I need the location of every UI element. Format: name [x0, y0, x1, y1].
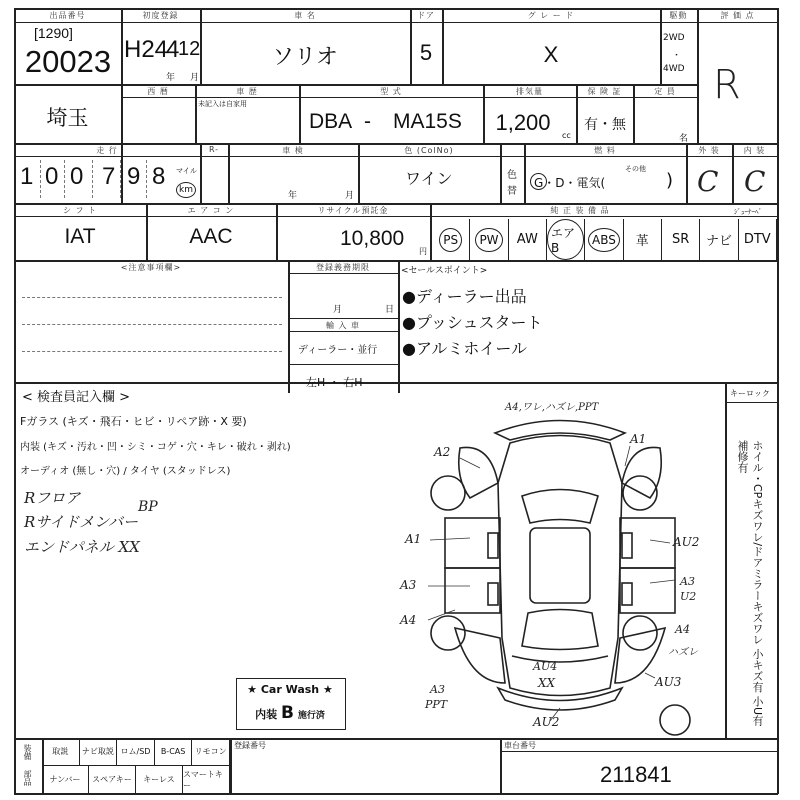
inspect-label: 保 険 証 [587, 87, 622, 96]
model-label: 型 式 [380, 87, 402, 96]
equip-cell [739, 219, 777, 260]
equip-item: AW [516, 232, 538, 247]
mileage-sep-4 [120, 160, 122, 198]
recycle-label: リサイクル預託金 [317, 206, 389, 215]
west-label: 西 暦 [147, 87, 169, 96]
fuel-label: 燃 料 [594, 146, 616, 155]
dmg-au2-rear: AU2 [533, 715, 560, 729]
footer-cell-label: ナンバー [49, 775, 81, 784]
spare-wheel [660, 705, 690, 735]
region: 埼玉 [46, 107, 89, 130]
dmg-au2: AU2 [673, 535, 700, 549]
ac-label: エ ア コ ン [187, 206, 235, 215]
door-label: ドア [417, 11, 435, 20]
v-side [725, 382, 727, 738]
dmg-a1-left: A1 [405, 532, 422, 546]
equip-cell [432, 219, 470, 260]
ac: AAC [189, 225, 233, 248]
carwash-title: ★ Car Wash ★ [247, 683, 333, 696]
exterior-label: 外 装 [698, 146, 720, 155]
sales-point-1: ●ディーラー出品 [402, 287, 527, 306]
reg-day-unit: 日 [385, 305, 395, 315]
h-notes-d [288, 364, 398, 365]
km-circle: km [176, 182, 196, 198]
mileage-digit-3: 0 [70, 163, 84, 190]
dmg-a3-left: A3 [400, 578, 417, 592]
side-vertical-text: ホイル・CPキズワレ/ドアミラーキズワレ 小キズ有 小U有 補修有 [736, 440, 764, 727]
leader-au3 [645, 673, 655, 678]
tailgate [512, 656, 608, 662]
month-unit: 月 [190, 73, 200, 83]
mileage-digit-2: 0 [45, 163, 59, 190]
rear-bumper [498, 688, 622, 710]
car-name-label: 車 名 [294, 11, 316, 20]
footer-cell [80, 738, 118, 765]
steering-value: 左H ・ 右H [306, 376, 363, 389]
chassis-label: 車 歴 [236, 87, 258, 96]
left-mirror [488, 533, 498, 558]
chassis-note: 未記入は自家用 [198, 100, 247, 108]
color-label: 色 (ColNo) [404, 146, 454, 155]
mileage-sep-3 [92, 160, 94, 198]
doors: 5 [419, 40, 433, 65]
exterior-grade: C [697, 165, 719, 198]
v-foot-c [500, 738, 502, 794]
footer-cell [155, 738, 193, 765]
cleaning-line [236, 703, 344, 723]
footer-cell [89, 766, 136, 793]
fuel-close: ) [666, 170, 674, 191]
h-notes-b [288, 318, 398, 319]
leader-au2 [650, 540, 670, 543]
footer-cell [117, 738, 155, 765]
model-prefix: DBA [309, 110, 353, 133]
lot-no-label: 出品番号 [49, 11, 86, 20]
leader-a3-right [650, 580, 675, 583]
equip-item: DTV [743, 232, 771, 247]
lot-bracket: [1290] [34, 25, 73, 41]
inspector-line-3: オーディオ (無し・穴) / タイヤ (スタッドレス) [20, 466, 231, 477]
equip-cell [700, 219, 738, 260]
footer-cell-label: ナビ取説 [81, 747, 114, 756]
shift: IAT [64, 225, 96, 248]
hand-note-2: Rサイドメンバー [24, 513, 139, 531]
dmg-front: A4,ワレ,ハズレ,PPT [505, 402, 599, 413]
import-value: ディーラー・並行 [298, 345, 378, 356]
h-notes-c [288, 331, 398, 332]
footer-cell [42, 738, 80, 765]
drive-dot: ・ [672, 51, 682, 61]
tuner-label: ｼﾞｭｰﾅｰﾍﾞ [734, 208, 762, 216]
interior-grade: C [744, 165, 766, 198]
equip-item: SR [671, 232, 690, 247]
h-row2-sub [121, 97, 697, 98]
mileage-sep-1 [40, 160, 42, 198]
h-notes-a [288, 273, 398, 274]
caution-line-2 [22, 324, 282, 325]
footer-cell-label: ロム/SD [120, 747, 151, 756]
displacement-label: 排気量 [516, 87, 543, 96]
footer-top-row [42, 738, 230, 765]
equip-cell [585, 219, 623, 260]
footer-cell [192, 738, 230, 765]
equip-item: PW [475, 228, 502, 252]
color-change-1: 色 [507, 170, 517, 181]
equipment-row [432, 219, 777, 260]
caution-label: <注意事項欄> [120, 263, 182, 272]
footer-cell [183, 766, 230, 793]
mileage-sep-5 [146, 160, 148, 198]
reg-month: 12 [178, 38, 201, 60]
equip-cell [662, 219, 700, 260]
border-right [777, 8, 779, 794]
fuel-value: G・D・電気( [534, 176, 606, 190]
eval-label: 評 価 点 [720, 11, 755, 20]
footer-cell-label: キーレス [143, 775, 175, 784]
reg-month-unit: 月 [333, 305, 343, 315]
dmg-a3-right: A3 [680, 575, 695, 588]
reg-label: 登録義務期限 [316, 263, 370, 272]
border-bottom [14, 793, 778, 795]
right-front-door [620, 518, 675, 568]
import-label: 輸 入 車 [325, 321, 361, 330]
footer-cell-label: 取説 [52, 747, 69, 756]
equip-item: エアB [547, 219, 584, 260]
inspection-label: 車 検 [282, 146, 304, 155]
mileage-digit-5: 9 [127, 163, 141, 190]
h-row4-sub [14, 216, 778, 217]
interior-label: 内 装 [743, 146, 766, 155]
footer-cell-label: B-CAS [160, 747, 186, 756]
dmg-a4-right: A4 [675, 623, 690, 636]
v-row3-d [500, 143, 502, 203]
person-unit: 名 [679, 134, 689, 144]
insp-year-unit: 年 [288, 191, 298, 201]
drive-2wd: 2WD [663, 33, 685, 43]
roof [530, 528, 590, 603]
equip-cell [470, 219, 508, 260]
capacity-label: 定 員 [654, 87, 676, 96]
inspect-value: 有・無 [584, 117, 626, 133]
year-unit: 年 [166, 73, 176, 83]
notes-bottom [14, 382, 778, 384]
front-bumper [495, 421, 625, 441]
fuel-other: その他 [625, 165, 646, 173]
cc-unit: cc [562, 131, 571, 140]
equip-item: 革 [635, 234, 649, 249]
displacement: 1,200 [495, 110, 551, 135]
right-handle [622, 583, 632, 605]
dmg-a4-left: A4 [400, 613, 417, 627]
drive-label: 駆動 [669, 11, 688, 20]
left-rear-door [445, 568, 500, 613]
h-row3-sub [14, 156, 778, 157]
sales-point-3: ●アルミホイール [402, 339, 528, 358]
h-side [725, 402, 778, 403]
v-notes-b [398, 260, 400, 393]
leader-a2 [460, 458, 480, 468]
left-handle [488, 583, 498, 605]
equip-item: ABS [588, 228, 620, 252]
inspector-title: < 検査員記入欄 > [22, 390, 131, 405]
sales-point-2: ●プッシュスタート [402, 313, 543, 332]
footer-parts-label: 部品 [23, 770, 32, 786]
color-value: ワイン [405, 169, 453, 188]
footer-equip-label: 装備 [23, 744, 32, 760]
reg-era: H24 [124, 36, 169, 63]
caution-line-3 [22, 351, 282, 352]
eval-score: R [713, 62, 741, 108]
equip-item: ナビ [705, 234, 732, 249]
dmg-a3-rear: A3 [430, 683, 445, 696]
insp-month-unit: 月 [345, 191, 355, 201]
cleaning-prefix: 内装 [255, 708, 278, 721]
cleaning-suffix: 施行済 [297, 711, 325, 721]
dmg-ppt-rear: PPT [425, 698, 448, 711]
wheel-rear-left [431, 616, 465, 650]
mileage-digit-6: 8 [152, 163, 166, 190]
right-rear-door [620, 568, 675, 613]
mileage-label: 走 行 [96, 146, 118, 155]
footer-bottom-row [42, 766, 230, 793]
inspector-line-2: 内装 (キズ・汚れ・凹・シミ・コゲ・穴・キレ・破れ・剥れ) [20, 442, 291, 453]
recheck-label: R- [208, 145, 220, 154]
dmg-au4: AU4 [533, 660, 558, 673]
dmg-au3: AU3 [655, 675, 682, 689]
h-foot-b [500, 751, 777, 752]
first-reg-label: 初度登録 [142, 11, 179, 20]
h-row1-sub [14, 22, 697, 23]
equip-cell [624, 219, 662, 260]
windshield [522, 490, 598, 524]
left-rear-fender [455, 628, 505, 683]
model-dash: - [364, 110, 371, 133]
mileage-digit-4: 7 [102, 163, 116, 190]
color-change-2: 替 [507, 186, 517, 197]
car-no: 211841 [600, 762, 672, 787]
lot-number: 20023 [24, 44, 112, 79]
caution-line-1 [22, 297, 282, 298]
shift-label: シ フ ト [62, 206, 98, 215]
keylock-label: キーロック [730, 389, 770, 398]
cleaning-grade: B [281, 703, 294, 723]
h-row1-eval [697, 22, 778, 23]
equip-cell [509, 219, 547, 260]
dmg-hazure-right: ハズレ [668, 647, 698, 658]
unit-km [176, 177, 196, 198]
yen-unit: 円 [419, 247, 427, 256]
car-name: ソリオ [272, 44, 338, 69]
rear-glass [522, 610, 598, 650]
grade: X [543, 42, 559, 67]
drive-4wd: 4WD [663, 64, 685, 74]
car-no-label: 車台番号 [504, 741, 536, 750]
grade-label: グ レ ー ド [527, 11, 575, 20]
equip-cell [547, 219, 585, 260]
footer-cell-label: スマートキー [183, 769, 223, 790]
footer-cell [136, 766, 183, 793]
mileage-sep-2 [64, 160, 66, 198]
hand-note-3: エンドパネル XX [24, 538, 140, 556]
inspector-line-1: Fガラス (キズ・飛石・ヒビ・リペア跡・X 要) [20, 415, 247, 428]
equip-label: 純 正 装 備 品 [550, 206, 610, 215]
hand-note-2b: BP [138, 499, 158, 515]
left-front-door [445, 518, 500, 568]
v-foot-b [230, 738, 232, 794]
recycle-amount: 10,800 [340, 227, 405, 250]
footer-cell-label: スペアキー [92, 775, 132, 784]
wheel-front-left [431, 476, 465, 510]
dmg-a1-top: A1 [630, 432, 647, 446]
model: MA15S [393, 110, 462, 133]
right-mirror [622, 533, 632, 558]
unit-mile: マイル [176, 167, 197, 175]
dmg-u2-right: U2 [680, 590, 697, 603]
leader-a4-left [428, 610, 455, 620]
leader-a1-left [430, 538, 470, 540]
footer-cell-label: リモコン [194, 747, 227, 756]
sales-label: <セールスポイント> [401, 266, 488, 276]
hand-note-1: Rフロア [24, 489, 81, 507]
reg-no-label: 登録番号 [234, 741, 266, 750]
equip-item: PS [439, 228, 462, 252]
reg-year: 4 [166, 36, 180, 63]
footer-cell [42, 766, 89, 793]
dmg-a2: A2 [434, 445, 451, 459]
dmg-xx: XX [538, 676, 556, 690]
mileage-digit-1: 1 [20, 163, 34, 190]
v-row1-f [697, 8, 699, 143]
